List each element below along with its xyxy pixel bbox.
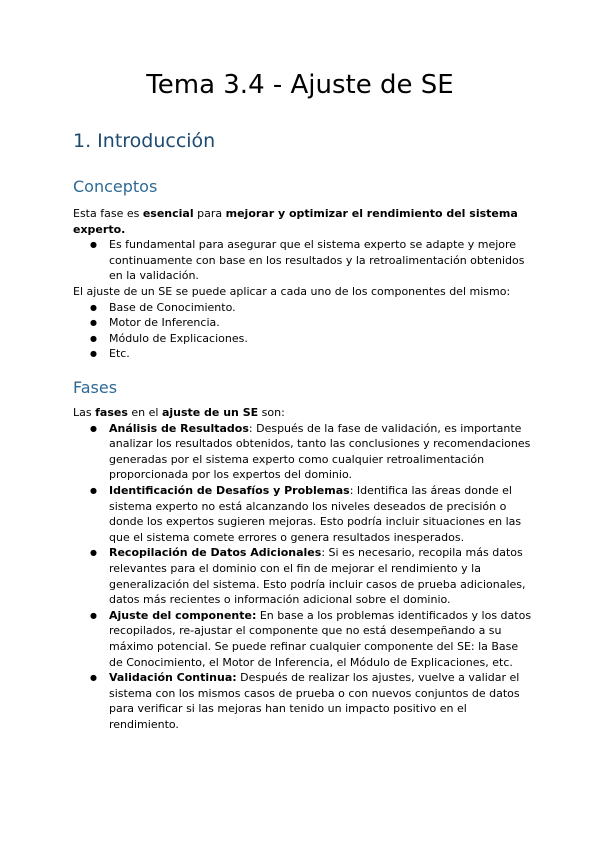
components-intro-paragraph: El ajuste de un SE se puede aplicar a cada uno de los componentes del mismo: [73,284,511,298]
fases-list [73,421,533,733]
components-list [73,300,533,362]
list-item: ● Identificación de Desafíos y Problemas: Identifica las áreas donde el sistema experto no está alcanzando los niveles deseados de precisión o donde los expertos sugieren mejoras. Esto podría incluir situaciones en las que el sistema comete errores o genera resultados inesperados. [73,483,533,545]
document-title: Tema 3.4 - Ajuste de SE [146,70,454,100]
list-item: ● Es fundamental para asegurar que el sistema experto se adapte y mejore continuamente con base en los resultados y la retroalimentación obtenidos en la validación. [73,237,533,284]
list-item: ● Validación Continua: Después de realizar los ajustes, vuelve a validar el sistema con los mismos casos de prueba o con nuevos conjuntos de datos para verificar si las mejoras han tenido un impacto positivo en el rendimiento. [73,670,533,732]
list-item: ● Motor de Inferencia. [73,315,533,331]
list-item: ● Recopilación de Datos Adicionales: Si es necesario, recopila más datos relevantes para el dominio con el fin de mejorar el rendimiento y la generalización del sistema. Esto podría incluir casos de prueba adicionales, datos más recientes o información adicional sobre el dominio. [73,545,533,607]
list-item: ● Análisis de Resultados: Después de la fase de validación, es importante analizar los resultados obtenidos, tanto las conclusiones y recomendaciones generadas por el sistema experto como cualquier retroalimentación proporcionada por los expertos del dominio. [73,421,533,483]
conceptos-bullet-list [73,237,533,284]
list-item: ● Etc. [73,346,533,362]
section-heading-introduccion: 1. Introducción [73,130,216,152]
conceptos-intro-paragraph: Esta fase es esencial para mejorar y optimizar el rendimiento del sistema experto. [73,207,518,236]
list-item: ● Base de Conocimiento. [73,300,533,316]
subheading-conceptos: Conceptos [73,177,158,196]
conceptos-body [73,206,533,362]
fases-body [73,405,533,732]
list-item: ● Ajuste del componente: En base a los problemas identificados y los datos recopilados, re-ajustar el componente que no está desempeñando a su máximo potencial. Se puede refinar cualquier componente del SE: la Base de Conocimiento, el Motor de Inferencia, el Módulo de Explicaciones, etc. [73,608,533,670]
list-item: ● Módulo de Explicaciones. [73,331,533,347]
subheading-fases: Fases [73,378,118,397]
fases-intro-paragraph: Las fases en el ajuste de un SE son: [73,406,285,419]
